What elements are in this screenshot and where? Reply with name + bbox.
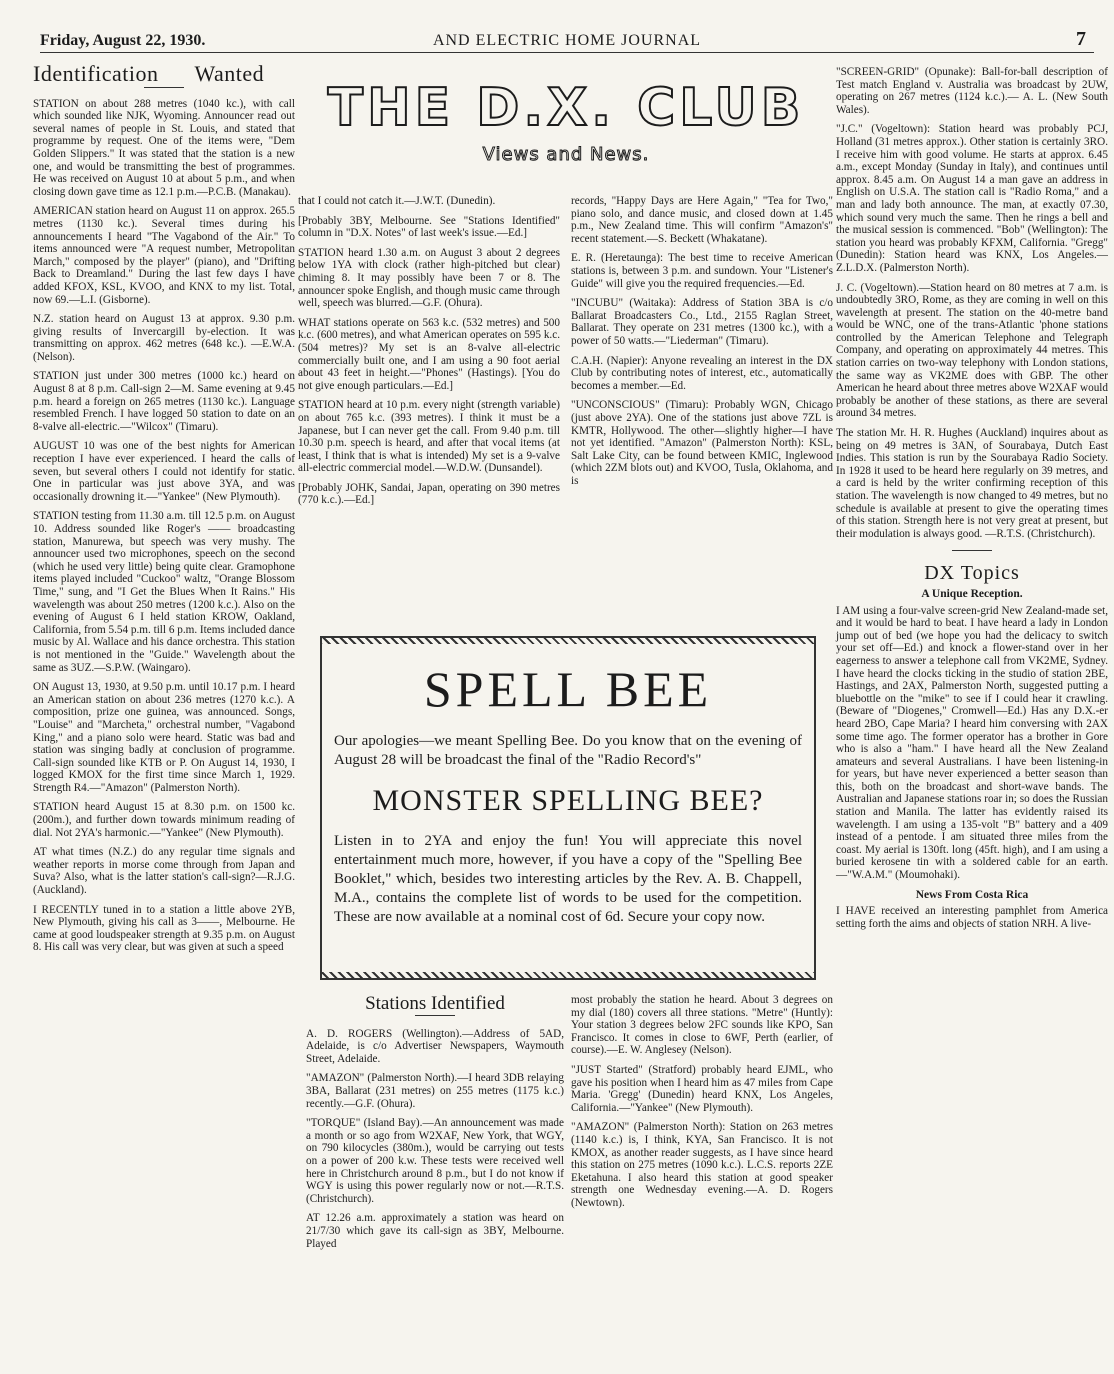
letter: I HAVE received an interesting pamphlet from America setting forth the aims and objects of station NRH. A live-: [836, 905, 1108, 930]
spell-bee-text-2: Listen in to 2YA and enjoy the fun! You will appreciate this novel entertainment much more, however, if you have a copy of the "Spelling Bee Booklet," which, besides two interesting articles by the Rev. A. B. Chappell, M.A., contains the complete list of words to be used for the competition. These are now available at a nominal cost of 6d. Secure your copy now.: [334, 833, 802, 925]
letter: STATION heard August 15 at 8.30 p.m. on 1500 kc. (200m.), and further down towards minimum reading of dial. Not 2YA's harmonic.—"Yankee" (New Plymouth).: [33, 801, 295, 839]
divider: [415, 1015, 455, 1016]
header-date: Friday, August 22, 1930.: [40, 32, 206, 49]
divider: [144, 87, 184, 88]
identification-wanted-heading: Identification Wanted: [33, 61, 265, 86]
column-3-lower: [571, 994, 833, 1364]
column-4: [836, 66, 1108, 1366]
letter: AUGUST 10 was one of the best nights for American reception I have ever experienced. I heard the calls of seven, but several others I could not identify for static. One in particular was just above 3YA, and was occasionally drowning it.—"Yankee" (New Plymouth).: [33, 440, 295, 503]
column-2-lower: [306, 994, 564, 1364]
letter: "AMAZON" (Palmerston North): Station on 263 metres (1140 k.c.) is, I think, KYA, San Francisco. It is not KMOX, as another reader suggests, as I have since heard this station on 275 metres (1090 k.c.). L.C.S. reports 2ZE Eketahuna. I also heard this station at good speaker strength one Wednesday evening.—A. D. Rogers (Newtown).: [571, 1121, 833, 1209]
spell-bee-text-1: Our apologies—we meant Spelling Bee. Do you know that on the evening of August 28 will be broadcast the final of the "Radio Record's": [334, 733, 802, 768]
letter: records, "Happy Days are Here Again," "Tea for Two," piano solo, and dance music, and closed down at 1.45 p.m., New Zealand time. This will confirm "Amazon's" recent statement.—S. Beckett (Whakatane).: [571, 195, 833, 245]
letter: that I could not catch it.—J.W.T. (Dunedin).: [298, 195, 496, 207]
divider: [952, 550, 992, 551]
letter: I RECENTLY tuned in to a station a little above 2YB, New Plymouth, giving his call as 3——, Melbourne. He came at good loudspeaker strength at 9.35 p.m. on August 8. His call was very clear, but was given at such a speed: [33, 903, 295, 954]
editor-note: [Probably 3BY, Melbourne. See "Stations Identified" column in "D.X. Notes" of last week's issue.—Ed.]: [298, 214, 560, 240]
letter: most probably the station he heard. About 3 degrees on my dial (180) covers all three stations. "Metre" (Huntly): Your station 3 degrees below 2FC sounds like KPO, San Francisco. It comes in close to 6WF, Perth (earlier, of course).—E. W. Anglesey (Nelson).: [571, 994, 833, 1057]
spell-bee-title: SPELL BEE: [423, 661, 713, 717]
dx-club-masthead: [300, 78, 832, 165]
dx-club-title: THE D.X. CLUB: [327, 78, 805, 138]
letter: "UNCONSCIOUS" (Timaru): Probably WGN, Chicago (just above 2YA). One of the stations just above 7ZL is KMTR, Hollywood. The other—slightly higher—I have not yet identified. "Amazon" (Palmerston North): KSL, Salt Lake City, can be found between KMIC, Inglewood (which 2ZM blots out) and KVOO, Tusla, Oklahoma, and is: [571, 399, 833, 487]
header-paper-title: AND ELECTRIC HOME JOURNAL: [432, 32, 702, 49]
letter: "J.C." (Vogeltown): Station heard was probably PCJ, Holland (31 metres approx.). Other station is certainly 3RO. I receive him with good volume. He starts at approx. 6.45 a.m., except Monday (Sunday in Italy), and continues until approx. 8.45 a.m. On August 14 a man gave an address in English on U.S.A. The station call is "Radio Roma," and a man and lady both announce. The man, at exactly 07.30, which sound very much the same. Then he rings a bell and the musical session is commenced. "Bob" (Wellington): The station you heard was probably KFXM, California. "Gregg" (Dunedin): Station heard was KNX, Los Angeles.—Z.L.D.X. (Palmerston North).: [836, 123, 1108, 274]
header-page-number: 7: [1076, 28, 1086, 50]
unique-reception-subheading: A Unique Reception.: [921, 587, 1023, 600]
monster-spelling-bee-heading: MONSTER SPELLING BEE?: [372, 784, 764, 817]
letter: The station Mr. H. R. Hughes (Auckland) inquires about as being on 49 metres is 3AN, of Sourabaya, Dutch East Indies. This station is run by the Sourabaya Radio Society. In 1928 it used to be heard here regularly on 39 metres, and a card is held by the writer confirming reception of this station. The wavelength is now changed to 49 metres, but no schedule is available at present to give the operating times of this station. Strength here is not very great at present, but their modulation is always good. —R.T.S. (Christchurch).: [836, 427, 1108, 540]
stations-identified-heading: Stations Identified: [365, 993, 505, 1014]
letter: STATION on about 288 metres (1040 kc.), with call which sounded like NJK, Wyoming. Announcer read out several names of people in St. Louis, and stated that programme by request. One of the items were, "Dem Golden Slippers." It was stated that the station is a new one, and would be transmitting the best of programmes. He was received on August 10 at about 5 p.m., and when closing down gave time as 12.1 p.m.—P.C.B. (Manakau).: [33, 97, 295, 198]
dx-club-subtitle: Views and News.: [482, 144, 650, 165]
letter: "TORQUE" (Island Bay).—An announcement was made a month or so ago from W2XAF, New York, that WGY, on 790 kilocycles (380m.), would be carrying out tests on a power of 200 k.w. These tests were received well here in Christchurch around 8 p.m., but I do not know if WGY is using this power regularly now or not.—R.T.S. (Christchurch).: [306, 1117, 564, 1205]
letter: AT what times (N.Z.) do any regular time signals and weather reports in morse come through from Japan and Suva? Also, what is the latter station's call-sign?—R.J.G. (Auckland).: [33, 846, 295, 897]
column-3-upper: [571, 195, 833, 625]
letter: STATION just under 300 metres (1000 kc.) heard on August 8 at 8 p.m. Call-sign 2—M. Same evening at 9.45 p.m. heard a foreign on 265 metres (1130 kc.). Language resembled French. I have logged 50 station to date on an 8-valve all-electric.—"Wilcox" (Timaru).: [33, 370, 295, 433]
page-header: [40, 30, 1094, 53]
letter: C.A.H. (Napier): Anyone revealing an interest in the DX Club by contributing notes of interest, etc., automatically becomes a member.—Ed.: [571, 354, 833, 392]
letter: "SCREEN-GRID" (Opunake): Ball-for-ball description of Test match England v. Australia was broadcast by 2UW, operating on 267 metres (1124 k.c.).— A. L. (New South Wales).: [836, 66, 1108, 116]
letter: STATION testing from 11.30 a.m. till 12.5 p.m. on August 10. Address sounded like Roger's —— broadcasting station, Manurewa, but speech was very mushy. The announcer used two microphones, speech on the second (which he used very little) being quite clear. Gramophone items played included "Cuckoo" waltz, "Orange Blossom Time," sung, and "I Get the Blues When It Rains." His wavelength was about 250 metres (1200 k.c.). Also on the evening of August 6 I held station KROW, Oakland, California, from 5.54 p.m. till 6 p.m. Items included dance music by Al. Wallace and his dance orchestra. This station is not mentioned in the "Guide." Wavelength about the same as 3UZ.—S.P.W. (Waingaro).: [33, 510, 295, 674]
letter: "INCUBU" (Waitaka): Address of Station 3BA is c/o Ballarat Broadcasters Co., Ltd., 2155 Raglan Street, Ballarat. They operate on 231 metres (1300 kc.), with a power of 50 watts.—"Liederman" (Timaru).: [571, 297, 833, 347]
costa-rica-subheading: News From Costa Rica: [915, 888, 1029, 901]
dx-topics-heading: DX Topics: [924, 562, 1020, 585]
letter: "AMAZON" (Palmerston North).—I heard 3DB relaying 3BA, Ballarat (231 metres) on 255 metres (1175 k.c.) recently.—G.F. (Ohura).: [306, 1072, 564, 1110]
letter: WHAT stations operate on 563 k.c. (532 metres) and 500 k.c. (600 metres), and what American operates on 595 k.c. (504 metres)? My set is an 8-valve all-electric commercially built one, and I am using a 90 foot aerial about 43 feet in height.—"Phones" (Hastings). [You do not give enough particulars.—Ed.]: [298, 316, 560, 392]
letter: ON August 13, 1930, at 9.50 p.m. until 10.17 p.m. I heard an American station on about 236 metres (1270 k.c.). A composition, prize one guinea, was announced. Songs, "Louise" and "Marcheta," orchestral number, "Vagabond King," and a piano solo were heard. Static was bad and station was singing badly at conclusion of programme. Call-sign sounded like KTB or P. On August 14, 1930, I logged KMOX for the first time since March 1, 1929. Strength R4.—"Amazon" (Palmerston North).: [33, 681, 295, 794]
letter: N.Z. station heard on August 13 at approx. 9.30 p.m. giving results of Invercargill by-election. It was transmitting on approx. 462 metres (648 kc.). —E.W.A. (Nelson).: [33, 313, 295, 363]
letter: A. D. ROGERS (Wellington).—Address of 5AD, Adelaide, is c/o Advertiser Newspapers, Waymouth Street, Adelaide.: [306, 1027, 564, 1065]
letter: I AM using a four-valve screen-grid New Zealand-made set, and it would be hard to beat. I have heard a lady in London jump out of bed (we hope you had the delicacy to switch your set off—Ed.) and knock a flower-stand over in her eagerness to answer a telephone call from VK2ME, Sydney. I have heard the clocks ticking in the studio of station 2BE, Hastings, and 2AX, Palmerston North, suggested putting a bluebottle on the "mike" to see if I could hear it crawling. (Beware of "Diogenes," Cromwell—Ed.) Has any D.X.-er heard 2BO, Cape Maria? I heard him conversing with 2AX some time ago. The former operator has a brother in Gore who is also a "ham." I have heard all the New Zealand amateurs and several Australians. I have been listening-in for years, but have never experienced a better season than this, both on the broadcast and short-wave bands. The Australian and Japanese stations roar in; so does the Russian station and Manila. The latter has evidently raised its wavelength. I am using a 135-volt "B" battery and a 409 instead of a pentode. I am situated three miles from the coast. My aerial is 130ft. long (45ft. high), and I am using a buried kerosene tin with a soldered cable for an earth. —"W.A.M." (Moumohaki).: [836, 604, 1108, 882]
spell-bee-advertisement: [312, 628, 824, 988]
letter: AMERICAN station heard on August 11 on approx. 265.5 metres (1130 kc.). Several times during his announcements I heard "The Vagabond of the Air." To items announced were "A request number, Metropolitan March," composed by the player" (piano), and "Drifting Back to Dreamland." During the last few days I have added KFOX, KSL, KVOO, and KNX to my list. Total, now 69.—L.I. (Gisborne).: [33, 205, 295, 306]
letter: STATION heard at 10 p.m. every night (strength variable) on about 765 k.c. (393 metres). I think it must be a Japanese, but I can never get the call. From 9.40 p.m. till 10.30 p.m. speech is heard, and after that vocal items (at least, I think that is what is intended) My set is a 9-valve all-electric commercial model.—W.D.W. (Dunsandel).: [298, 399, 560, 475]
letter: "JUST Started" (Stratford) probably heard EJML, who gave his position when I heard him as 47 miles from Cape Maria. 'Gregg' (Dunedin) heard KNX, Los Angeles, California.—"Yankee" (New Plymouth).: [571, 1063, 833, 1114]
column-2-upper: [298, 195, 560, 625]
letter: STATION heard 1.30 a.m. on August 3 about 2 degrees below 1YA with clock (rather high-pitched but clear) chiming 8. It may possibly have been 7 or 8. The announcer spoke English, and though music came through well, speech was blurred.—G.F. (Ohura).: [298, 246, 560, 310]
column-1: [33, 61, 295, 1366]
letter: J. C. (Vogeltown).—Station heard on 80 metres at 7 a.m. is undoubtedly 3RO, Rome, as they are coming in well on this wavelength at present. The station on the 40-metre band would be WNC, one of the trans-Atlantic 'phone stations controlled by the American Telephone and Telegraph Company, and operating on approximately 44 metres. This station carries on two-way telephony with London stations, the same way as VK2ME does with GBP. The other American he heard about three metres above W2XAF would probably be another of these stations, as there are several around 34 metres.: [836, 281, 1108, 420]
letter: AT 12.26 a.m. approximately a station was heard on 21/7/30 which gave its call-sign as 3BY, Melbourne. Played: [306, 1212, 564, 1250]
editor-note: [Probably JOHK, Sandai, Japan, operating on 390 metres (770 k.c.).—Ed.]: [298, 481, 560, 507]
letter: E. R. (Heretaunga): The best time to receive American stations is, between 3 p.m. and sundown. Your "Listener's Guide" will give you the required frequencies.—Ed.: [571, 252, 833, 290]
